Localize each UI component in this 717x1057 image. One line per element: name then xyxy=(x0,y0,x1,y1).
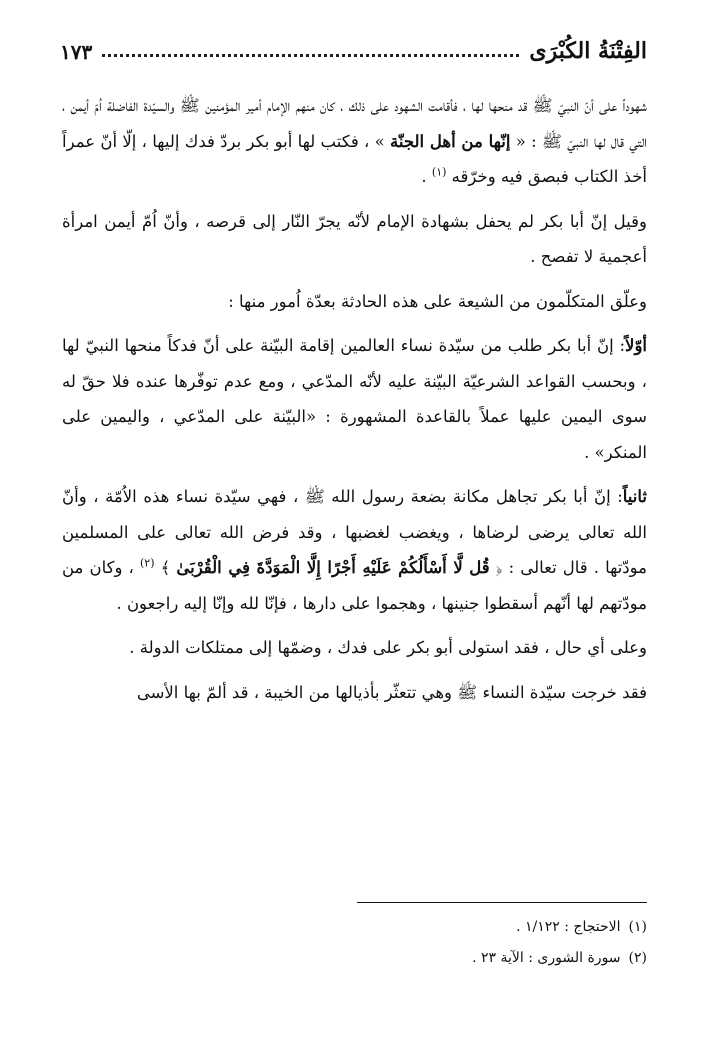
paragraph-text: وعلّق المتكلّمون من الشيعة على هذه الحادثة بعدّة اُمور منها : xyxy=(228,291,647,311)
quran-verse: قُل لَّا أَسْأَلُكُمْ عَلَيْهِ أَجْرًا إِلَّا الْمَوَدَّةَ فِي الْقُرْبَىٰ xyxy=(176,558,490,577)
footnote-ref[interactable]: (١) xyxy=(431,165,447,179)
paragraph-text: فقد خرجت سيّدة النساء ﷺ وهي تتعثّر بأذيالها من الخيبة ، قد ألمّ بها الأسى xyxy=(136,682,647,702)
quran-close-bracket: ﴾ xyxy=(160,558,171,577)
paragraph-3 xyxy=(62,284,647,320)
page-number: ١٧٣ xyxy=(60,40,93,64)
paragraph-text: : إنّ أبا بكر تجاهل مكانة بضعة رسول الله ﷺ ، فهي سيّدة نساء هذه الاُمّة ، وأنّ الله تعالى يرضى لرضاها ، ويغضب لغضبها ، وقد فرض الله تعالى على المسلمين مودّتها . قال تعالى : ﴿ xyxy=(62,487,648,577)
footnote-text: الاحتجاج : ١/١٢٢ . xyxy=(516,919,621,935)
paragraph-text: وقيل إنّ أبا بكر لم يحفل بشهادة الإمام لأنّه يجرّ النّار إلى قرصه ، وأنّ اُمّ أيمن امرأة أعجمية لا تفصح . xyxy=(62,211,647,266)
page-header xyxy=(60,22,647,64)
hadith-quote: إنّها من أهل الجنّة xyxy=(390,131,511,151)
paragraph-text: . xyxy=(421,167,427,186)
page-body xyxy=(62,88,647,710)
footnote-1 xyxy=(87,912,647,943)
footnotes xyxy=(87,912,647,974)
point-label: ثانياً xyxy=(622,487,647,506)
paragraph-text: » ، فكتب لها أبو بكر بردّ فدك إليها ، إلّا أنّ عمراً أخذ الكتاب فبصق فيه وخرّقه xyxy=(62,131,647,186)
paragraph-text: وعلى أي حال ، فقد استولى أبو بكر على فدك ، وضمّها إلى ممتلكات الدولة . xyxy=(129,638,647,657)
paragraph-first-point xyxy=(62,328,647,470)
header-dotted-leader xyxy=(102,54,519,57)
footnote-ref[interactable]: (٢) xyxy=(139,556,155,570)
paragraph-text: شهوداً على أنّ النبيّ ﷺ قد منحها لها ، فأقامت الشهود على ذلك ، كان منهم الإمام أمير المؤمنين ﷺ والسيّدة الفاضلة اُمّ أيمن ، التي قال لها النبيّ ﷺ : « xyxy=(62,96,648,151)
footnote-text: سورة الشورى : الآية ٢٣ . xyxy=(472,950,621,966)
footnote-divider xyxy=(357,902,647,903)
paragraph-2 xyxy=(62,204,647,275)
footnote-number: (٢) xyxy=(628,950,647,966)
paragraph-7 xyxy=(62,675,647,711)
paragraph-text: ، وكان من مودّتهم لها أنّهم أسقطوا جنينها ، وهجموا على دارها ، فإنّا لله وإنّا إليه راجعون . xyxy=(62,558,647,613)
point-label: أوّلاً xyxy=(625,336,647,355)
footnote-2 xyxy=(87,943,647,974)
paragraph-second-point xyxy=(62,479,647,621)
footnote-number: (١) xyxy=(628,919,647,935)
paragraph-6 xyxy=(62,630,647,666)
paragraph-1 xyxy=(62,88,647,195)
paragraph-text: : إنّ أبا بكر طلب من سيّدة نساء العالمين إقامة البيّنة على أنّ فدكاً منحها النبيّ لها ، وبحسب القواعد الشرعيّة البيّنة عليه لأنّه المدّعي ، ومع عدم توفّرها عنده فلا حقّ له سوى اليمين عليها عملاً بالقاعدة المشهورة : «البيّنة على المدّعي ، واليمين على المنكر» . xyxy=(62,336,647,462)
book-title: الفِتْنَةُ الكُبْرَى xyxy=(529,38,647,64)
